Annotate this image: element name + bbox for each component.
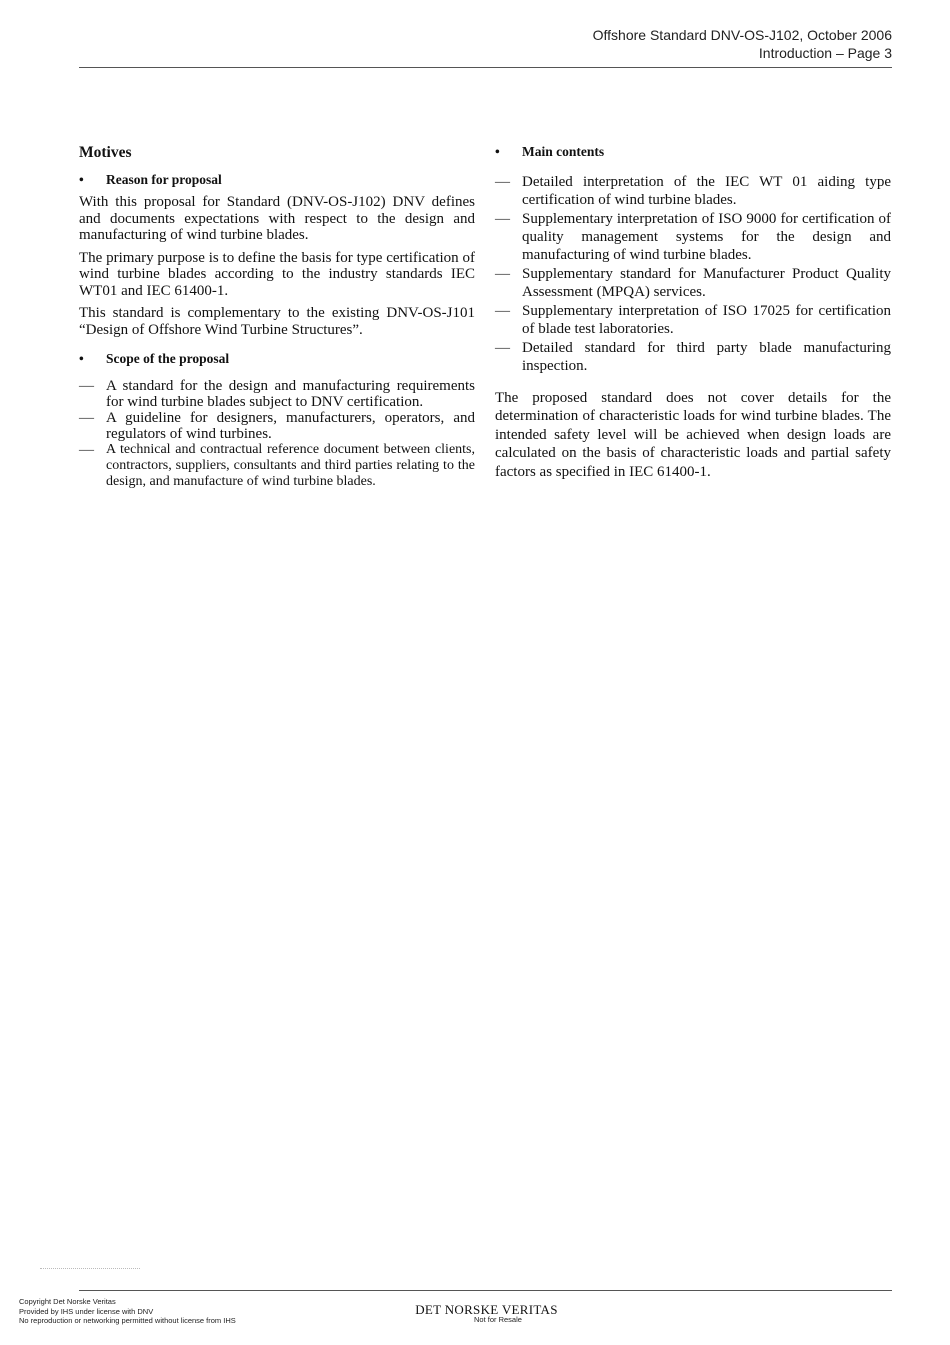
page-header <box>79 26 892 62</box>
bullet-icon: • <box>79 172 84 187</box>
dash-icon: — <box>79 410 94 426</box>
list-item <box>495 339 891 375</box>
header-standard-title: Offshore Standard DNV-OS-J102, October 2006 <box>592 27 892 43</box>
paragraph-complementary: This standard is complementary to the existing DNV-OS-J101 “Design of Offshore Wind Turbine Structures”. <box>79 305 475 338</box>
list-item <box>79 410 475 442</box>
list-item <box>495 265 891 301</box>
subheading-scope <box>79 350 475 368</box>
dash-icon: — <box>79 378 94 394</box>
dash-icon: — <box>79 442 94 458</box>
footer-divider <box>79 1290 892 1291</box>
list-item-text: Detailed interpretation of the IEC WT 01 aiding type certification of wind turbine blades. <box>522 174 891 208</box>
scan-artifact <box>40 1268 140 1273</box>
paragraph-proposal: With this proposal for Standard (DNV-OS-J102) DNV defines and documents expectations with respect to the design and manufacturing of wind turbine blades. <box>79 194 475 243</box>
header-divider <box>79 67 892 68</box>
header-page-label: Introduction – Page 3 <box>758 45 892 61</box>
subheading-reason <box>79 171 475 189</box>
list-item-text: Supplementary standard for Manufacturer Product Quality Assessment (MPQA) services. <box>522 266 891 300</box>
dash-icon: — <box>495 211 510 227</box>
scope-list <box>79 378 475 490</box>
contents-list <box>495 173 891 375</box>
list-item-text: Supplementary interpretation of ISO 17025 for certification of blade test laboratories. <box>522 303 891 337</box>
list-item <box>495 302 891 338</box>
list-item-text: Supplementary interpretation of ISO 9000 for certification of quality management systems for the design and manufacturing of wind turbine blades. <box>522 211 891 263</box>
list-item-text: A guideline for designers, manufacturers, operators, and regulators of wind turbines. <box>106 410 475 442</box>
subheading-reason-label: Reason for proposal <box>106 172 222 187</box>
list-item-text: A standard for the design and manufacturing requirements for wind turbine blades subject to DNV certification. <box>106 378 475 410</box>
list-item-text: A technical and contractual reference document between clients, contractors, suppliers, consultants and third parties relating to the design, and manufacture of wind turbine blades. <box>106 442 475 489</box>
list-item <box>79 442 475 490</box>
footer-resale: Not for Resale <box>474 1315 522 1324</box>
footer-noreproduction: No reproduction or networking permitted without license from IHS <box>19 1316 236 1325</box>
footer-brand: DET NORSKE VERITAS <box>415 1302 558 1317</box>
paragraph-purpose: The primary purpose is to define the basis for type certification of wind turbine blades according to the industry standards IEC WT01 and IEC 61400-1. <box>79 249 475 299</box>
list-item <box>79 378 475 410</box>
footer-copyright: Copyright Det Norske Veritas <box>19 1297 116 1306</box>
footer-provided: Provided by IHS under license with DNV <box>19 1306 154 1316</box>
dash-icon: — <box>495 303 510 319</box>
footer-license <box>19 1297 236 1326</box>
dash-icon: — <box>495 174 510 190</box>
subheading-scope-label: Scope of the proposal <box>106 351 230 366</box>
list-item <box>495 210 891 264</box>
dash-icon: — <box>495 266 510 282</box>
bullet-icon: • <box>495 144 500 159</box>
section-heading-motives: Motives <box>79 144 132 161</box>
list-item-text: Detailed standard for third party blade manufacturing inspection. <box>522 340 891 374</box>
bullet-icon: • <box>79 351 84 366</box>
paragraph-closing: The proposed standard does not cover details for the determination of characteristic loads for wind turbine blades. The intended safety level will be achieved when design loads are calculated on the basis of characteristic loads and partial safety factors as specified in IEC 61400-1. <box>495 390 891 480</box>
subheading-main-label: Main contents <box>522 144 605 159</box>
list-item <box>495 173 891 209</box>
left-column <box>79 143 475 490</box>
dash-icon: — <box>495 340 510 356</box>
subheading-main-contents <box>495 143 891 161</box>
right-column <box>495 143 891 487</box>
